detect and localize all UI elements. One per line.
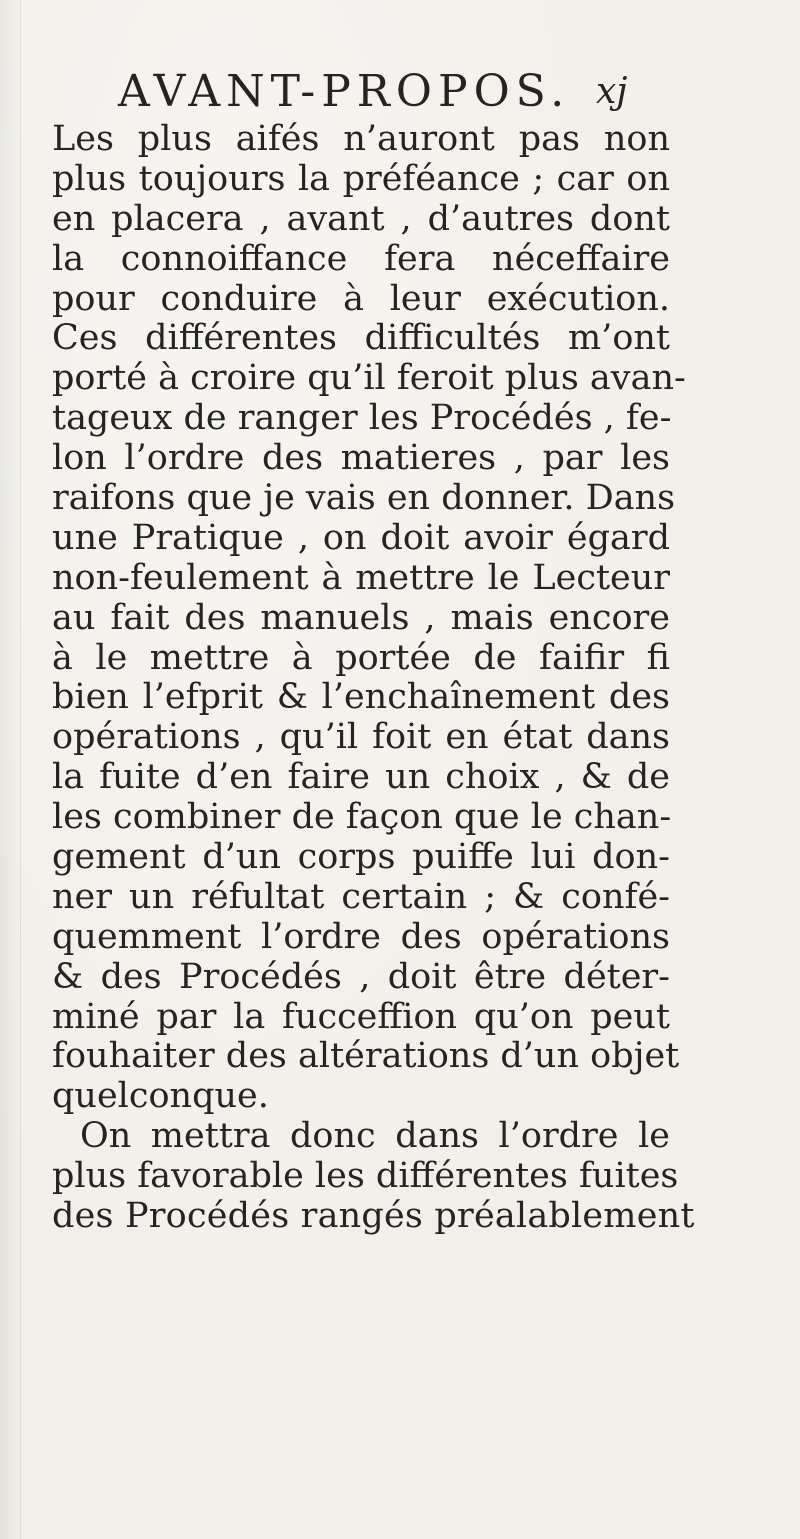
text-line: quemment l’ordre des opérations	[52, 916, 670, 957]
text-line: ner un réfultat certain ; & confé-	[52, 876, 670, 917]
text-line: la fuite d’en faire un choix , & de	[52, 757, 670, 798]
text-line: une Pratique , on doit avoir égard	[52, 517, 670, 558]
text-line: bien l’efprit & l’enchaînement des	[52, 677, 670, 718]
paragraph-start-line: On mettra donc dans l’ordre le	[80, 1116, 670, 1157]
text-line: des Procédés rangés préalablement	[52, 1196, 695, 1237]
paragraph-end-line: quelconque.	[52, 1076, 269, 1117]
text-line: gement d’un corps puiffe lui don-	[52, 837, 670, 878]
text-line: opérations , qu’il foit en état dans	[52, 717, 670, 758]
text-line: tageux de ranger les Procédés , fe-	[52, 398, 672, 439]
text-line: à le mettre à portée de faifir fi	[52, 637, 670, 678]
text-line: porté à croire qu’il feroit plus avan-	[52, 358, 686, 399]
text-line: fouhaiter des altérations d’un objet	[52, 1036, 680, 1077]
running-title: AVANT-PROPOS.	[118, 66, 571, 117]
text-line: Les plus aifés n’auront pas non	[52, 119, 670, 159]
text-line: Ces différentes difficultés m’ont	[52, 318, 670, 359]
text-line: en placera , avant , d’autres dont	[52, 198, 670, 239]
text-line: & des Procédés , doit être déter-	[52, 956, 670, 997]
text-line: lon l’ordre des matieres , par les	[52, 438, 670, 479]
text-line: les combiner de façon que le chan-	[52, 797, 672, 838]
page-number: xj	[596, 71, 628, 112]
text-line: non-feulement à mettre le Lecteur	[52, 557, 670, 598]
text-line: raifons que je vais en donner. Dans	[52, 478, 676, 519]
text-line: pour conduire à leur exécution.	[52, 278, 670, 319]
text-line: la connoiffance fera néceffaire	[52, 238, 670, 279]
page-gutter	[20, 0, 21, 1539]
body-text	[52, 119, 695, 1237]
running-head	[118, 66, 678, 118]
text-line: plus toujours la préféance ; car on	[52, 158, 670, 199]
text-line: plus favorable les différentes fuites	[52, 1156, 679, 1197]
text-line: au fait des manuels , mais encore	[52, 597, 670, 638]
text-line: miné par la fucceffion qu’on peut	[52, 996, 670, 1037]
